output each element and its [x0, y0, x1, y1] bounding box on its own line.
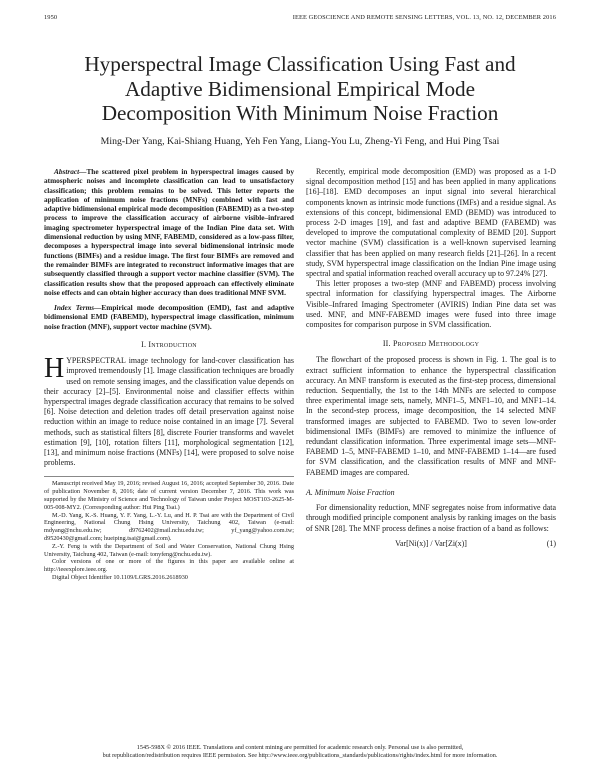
copyright-line-2: but republication/redistribution requires IEEE permission. See http://www.ieee.org/publications_standards/publications/rights/index.html for more information.	[102, 752, 498, 759]
section-heading-introduction: I. Introduction	[141, 340, 197, 350]
equation-1	[306, 539, 556, 553]
paragraph-mnf: For dimensionality reduction, MNF segregates noise from informative data through modified principle component analysis by ranking images on the basis of SNR [28]. The MNF process defines a noise fraction of a band as follows:	[306, 503, 556, 533]
page-number: 1950	[44, 14, 58, 21]
title-line-2: Adaptive Bidimensional Empirical Mode	[124, 76, 476, 101]
subsection-heading-mnf: A. Minimum Noise Fraction	[306, 487, 395, 497]
paper-title	[40, 52, 560, 126]
equation-number: (1)	[546, 538, 556, 548]
footnote-affiliation-2: Z.-Y. Feng is with the Department of Soil and Water Conservation, National Chung Hsing University, Taichung 402, Taiwan (e-mail: tonyfeng@nchu.edu.tw).	[44, 542, 294, 558]
right-column	[306, 167, 556, 553]
running-header	[44, 14, 556, 26]
drop-cap: H	[44, 353, 65, 385]
title-line-1: Hyperspectral Image Classification Using Fast and	[84, 52, 516, 76]
abstract-text: The scattered pixel problem in hyperspectral images caused by atmospheric noises and incomplete classification can lead to unsatisfactory classification; this problem remains to be solved. This letter reports the application of minimum noise fractions (MNFs) combined with fast and adaptive bidimensional empirical mode decomposition (FABEMD) as a two-step process to improve the classification accuracy of airborne visible–infrared imaging spectrometer hyperspectral image of the Indian Pine data set. With dimensional reduction by using MNF, FABEMD, considered as a low-pass filter, decomposes a hyperspectral image into several bidimensional intrinsic mode functions (BIMFs) and a residue image. The first four BIMFs are removed and the remainder BIMFs are integrated to reconstruct informative images that are subsequently classified through a support vector machine classifier (SVM). The classification results show that the proposed approach can effectively eliminate noise effects and can obtain higher accuracy than does traditional MNF SVM.	[44, 167, 294, 297]
abstract	[44, 167, 294, 297]
footnote-manuscript: Manuscript received May 19, 2016; revised August 16, 2016; accepted September 30, 2016. Date of publication November 8, 2016; date of current version December 7, 2016. This work was supported by the Ministry of Science and Technology of Taiwan under Project MOST103-2625-M-005-008-MY2. (Corresponding author: Hui Ping Tsai.)	[44, 480, 294, 511]
footnote-color: Color versions of one or more of the figures in this paper are available online at http://ieeexplore.ieee.org.	[44, 558, 294, 574]
title-line-3: Decomposition With Minimum Noise Fraction	[101, 101, 499, 125]
copyright-notice	[30, 744, 570, 760]
introduction-paragraph	[44, 353, 294, 468]
copyright-line-1: 1545-598X © 2016 IEEE. Translations and content mining are permitted for academic research only. Personal use is also permitted,	[136, 744, 464, 751]
equation-expression: Var[Ni(x)] / Var[Zi(x)]	[395, 538, 467, 548]
paragraph-flowchart: The flowchart of the proposed process is shown in Fig. 1. The goal is to extract sufficient information to enhance the hyperspectral classification accuracy. An MNF transform is executed as the first-step process, dimensional reduction. Sequentially, the 1st to the 14th MNFs are selected to compose three experimental image sets, namely, MNF1–5, MNF1–10, and MNF1–14. In the second-step process, image decomposition, the 14 selected MNF transformed images are subjected to FABEMD. Two to seven low-order bidimensional IMFs (BIMFs) are removed to minimize the influence of redundant classification information. Three experimental image sets—MNF-FABEMD 1–5, MNF-FABEMD 1–10, and MNF-FABEMD 1–14—are fused for SVM classification, and the classification results of MNF and MNF-FABEMD images are compared.	[306, 355, 556, 477]
author-list: Ming-Der Yang, Kai-Shiang Huang, Yeh Fen Yang, Liang-You Lu, Zheng-Yi Feng, and Hui Ping Tsai	[100, 136, 500, 147]
index-terms	[44, 303, 294, 331]
paragraph-emd: Recently, empirical mode decomposition (EMD) was proposed as a 1-D signal decomposition method [15] and has been applied in many applications [16]–[18]. EMD decomposes an input signal into several hierarchical components known as intrinsic mode functions (IMFs) and a residue signal. As extensions of this concept, bidimensional EMD (BEMD) was introduced to process 2-D images [19], and fast and adaptive BEMD (FABEMD) was developed to improve the computational complexity of BEMD [20]. Support vector machine (SVM) classification is a well-known supervised learning classifier that has been applied on many research fields [21]–[26]. In a recent study, SVM hyperspectral image classification on the Indian Pine image using spectral and spatial information reached overall accuracy up to 97.24% [27].	[306, 167, 556, 279]
footnote-doi: Digital Object Identifier 10.1109/LGRS.2016.2618930	[52, 574, 188, 582]
index-terms-text: Empirical mode decomposition (EMD), fast and adaptive bidimensional EMD (FABEMD), hyperspectral image classification, minimum noise fraction (MNF), support vector machine (SVM).	[44, 303, 295, 331]
section-heading-methodology: II. Proposed Methodology	[382, 339, 480, 349]
introduction-text: YPERSPECTRAL image technology for land-cover classification has improved tremendously [1]. Image classification techniques are broadly used on remote sensing images, and the classification value depends on their accuracy [2]–[5]. Environmental noise and classifier effects within hyperspectral images degrade classification accuracy that remains to be solved [6]. Noise detection and deletion trades off detail preservation against noise reduction within an image to reduce noise contained in an image [7]. Several methods, such as statistical filters [8], discrete Fourier transforms and wavelet estimation [9], [10], rotation filters [11], morphological segmentation [12], [13], and minimum noise fractions (MNFs) [14], were proposed to solve noise problems.	[44, 356, 294, 468]
footnotes	[44, 476, 294, 581]
paragraph-proposal: This letter proposes a two-step (MNF and FABEMD) process involving spectral information for classifying hyperspectral images. The Airborne Visible–Infrared Imaging Spectrometer (AVIRIS) Indian Pine data set was used. MNF, and MNF-FABEMD images were fused into three image composites for comparison purpose in SVM classification.	[306, 279, 556, 330]
index-terms-label: Index Terms—	[54, 303, 102, 313]
footnote-affiliation-1: M.-D. Yang, K.-S. Huang, Y. F. Yang, L.-Y. Lu, and H. P. Tsai are with the Department of Civil Engineering, National Chung Hsing University, Taichung 402, Taiwan (e-mail: mdyang@nchu.edu.tw; d9762402@mail.nchu.edu.tw; yf_yang@yahoo.com.tw; d9520430@gmail.com; hueiping.tsai@gmail.com).	[44, 511, 294, 543]
abstract-label: Abstract—	[54, 167, 87, 176]
left-column	[44, 167, 294, 582]
journal-name: IEEE GEOSCIENCE AND REMOTE SENSING LETTERS, VOL. 13, NO. 12, DECEMBER 2016	[292, 14, 556, 21]
